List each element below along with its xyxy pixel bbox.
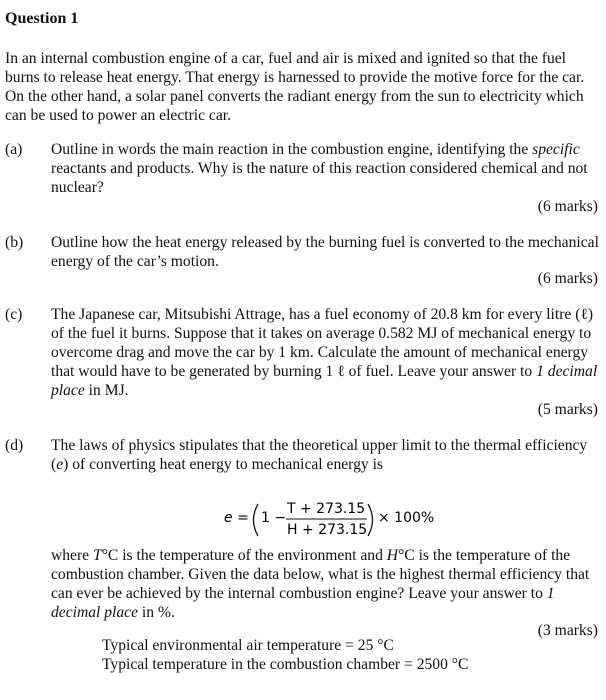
part-d-data xyxy=(102,636,468,674)
question-intro: In an internal combustion engine of a car, fuel and air is mixed and ignited so that the fuel burns to release heat energy. That energy is harnessed to provide the motive force for the car. On the other hand, a solar panel converts the radiant energy from the sun to electricity which can be used to power an electric car. xyxy=(5,50,585,124)
part-a-text: Outline in words the main reaction in the combustion engine, identifying the specific reactants and products. Why is the nature of this reaction considered chemical and not nuclear? xyxy=(51,141,588,196)
formula-numerator: T + 273.15 xyxy=(287,501,366,517)
question-title: Question 1 xyxy=(5,10,79,27)
formula-one: 1 − xyxy=(261,510,287,526)
formula-tail: × 100% xyxy=(378,510,435,526)
part-c-label: (c) xyxy=(5,306,23,323)
part-a-marks: (6 marks) xyxy=(537,198,598,215)
data-environment-temp: Typical environmental air temperature = 25 °C xyxy=(102,637,394,654)
part-c-marks: (5 marks) xyxy=(537,401,598,418)
formula-lhs: e = xyxy=(224,510,249,526)
data-chamber-temp: Typical temperature in the combustion chamber = 2500 °C xyxy=(102,656,469,673)
efficiency-formula xyxy=(0,498,606,544)
part-b-label: (b) xyxy=(5,234,24,251)
part-c-text: The Japanese car, Mitsubishi Attrage, has a fuel economy of 20.8 km for every litre (ℓ) of the fuel it burns. Suppose that it takes on average 0.582 MJ of mechanical energy to overcome drag and move the car by 1 km. Calculate the amount of mechanical energy that would have to be generated by burning 1 ℓ of fuel. Leave your answer to 1 decimal place in MJ. xyxy=(51,306,598,399)
formula-denominator: H + 273.15 xyxy=(287,522,368,538)
part-b-marks: (6 marks) xyxy=(537,270,598,287)
part-b-text: Outline how the heat energy released by the burning fuel is converted to the mechanical energy of the car’s motion. xyxy=(51,234,599,270)
formula-left-paren xyxy=(254,504,259,536)
part-a-label: (a) xyxy=(5,141,23,158)
part-d-label: (d) xyxy=(5,437,24,454)
part-d-marks: (3 marks) xyxy=(537,622,598,639)
part-d-after-text: where T°C is the temperature of the environment and H°C is the temperature of the combustion chamber. Given the data below, what is the highest thermal efficiency that can ever be achieved by the internal combustion engine? Leave your answer to 1 decimal place in %. xyxy=(51,547,590,621)
formula-right-paren xyxy=(368,504,373,536)
part-d-text: The laws of physics stipulates that the theoretical upper limit to the thermal efficiency (e) of converting heat energy to mechanical energy is xyxy=(51,437,588,473)
